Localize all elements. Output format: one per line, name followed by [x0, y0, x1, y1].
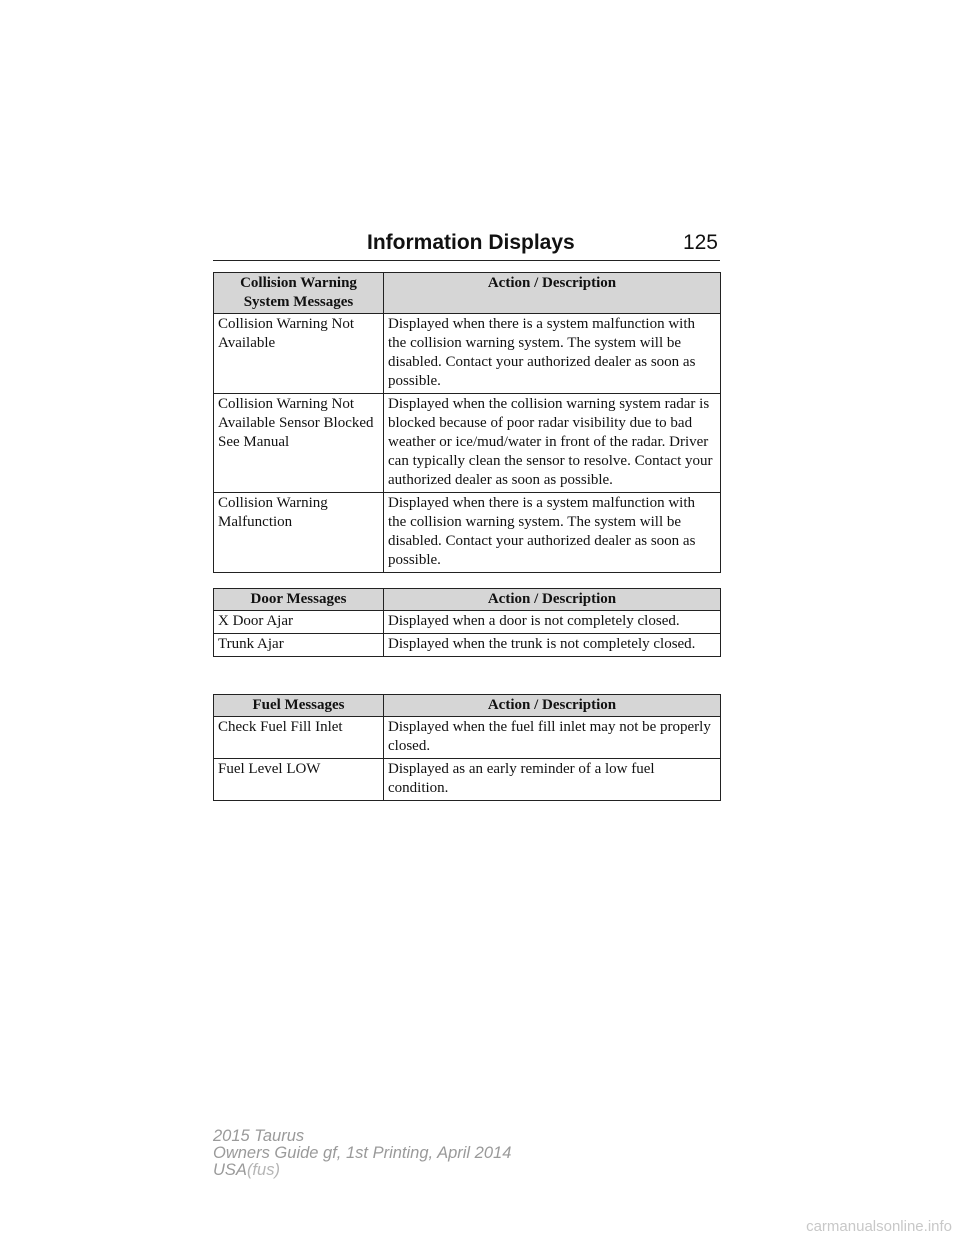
message-cell: Collision Warning Malfunction [214, 493, 384, 573]
page-number: 125 [682, 231, 718, 254]
table-row [214, 611, 721, 634]
column-header-messages: Collision Warning System Messages [214, 273, 384, 314]
description-cell: Displayed as an early reminder of a low fuel condition. [384, 759, 721, 801]
description-cell: Displayed when the trunk is not completely closed. [384, 634, 721, 657]
message-cell: Check Fuel Fill Inlet [214, 717, 384, 759]
message-cell: Fuel Level LOW [214, 759, 384, 801]
message-cell: Collision Warning Not Available Sensor Blocked See Manual [214, 394, 384, 493]
table-row [214, 314, 721, 394]
page-header [213, 228, 720, 261]
table-row [214, 394, 721, 493]
table-row [214, 717, 721, 759]
column-header-action: Action / Description [384, 589, 721, 611]
footer-edition: Owners Guide gf, 1st Printing, April 2014 [213, 1144, 512, 1162]
column-header-messages: Fuel Messages [214, 695, 384, 717]
fuel-messages-table [213, 694, 721, 801]
description-cell: Displayed when a door is not completely closed. [384, 611, 721, 634]
print-footer [213, 1128, 511, 1179]
footer-region-code: (fus) [246, 1161, 280, 1179]
message-cell: Collision Warning Not Available [214, 314, 384, 394]
table-header-row [214, 695, 721, 717]
description-cell: Displayed when the collision warning system radar is blocked because of poor radar visibility due to bad weather or ice/mud/water in front of the radar. Driver can typically clean the sensor to resolve. Contact your authorized dealer as soon as possible. [384, 394, 721, 493]
table-header-row [214, 589, 721, 611]
message-cell: Trunk Ajar [214, 634, 384, 657]
footer-region-main: USA [213, 1161, 247, 1179]
message-cell: X Door Ajar [214, 611, 384, 634]
collision-warning-messages-table [213, 272, 721, 573]
description-cell: Displayed when there is a system malfunction with the collision warning system. The system will be disabled. Contact your authorized dealer as soon as possible. [384, 314, 721, 394]
column-header-messages: Door Messages [214, 589, 384, 611]
table-row [214, 759, 721, 801]
description-cell: Displayed when there is a system malfunction with the collision warning system. The system will be disabled. Contact your authorized dealer as soon as possible. [384, 493, 721, 573]
table-row [214, 634, 721, 657]
footer-model: 2015 Taurus [213, 1127, 305, 1145]
column-header-action: Action / Description [384, 695, 721, 717]
table-row [214, 493, 721, 573]
description-cell: Displayed when the fuel fill inlet may not be properly closed. [384, 717, 721, 759]
footer-region [213, 1162, 511, 1179]
column-header-action: Action / Description [384, 273, 721, 314]
table-header-row [214, 273, 721, 314]
door-messages-table [213, 588, 721, 657]
section-title: Information Displays [367, 231, 575, 254]
watermark: carmanualsonline.info [806, 1218, 952, 1235]
